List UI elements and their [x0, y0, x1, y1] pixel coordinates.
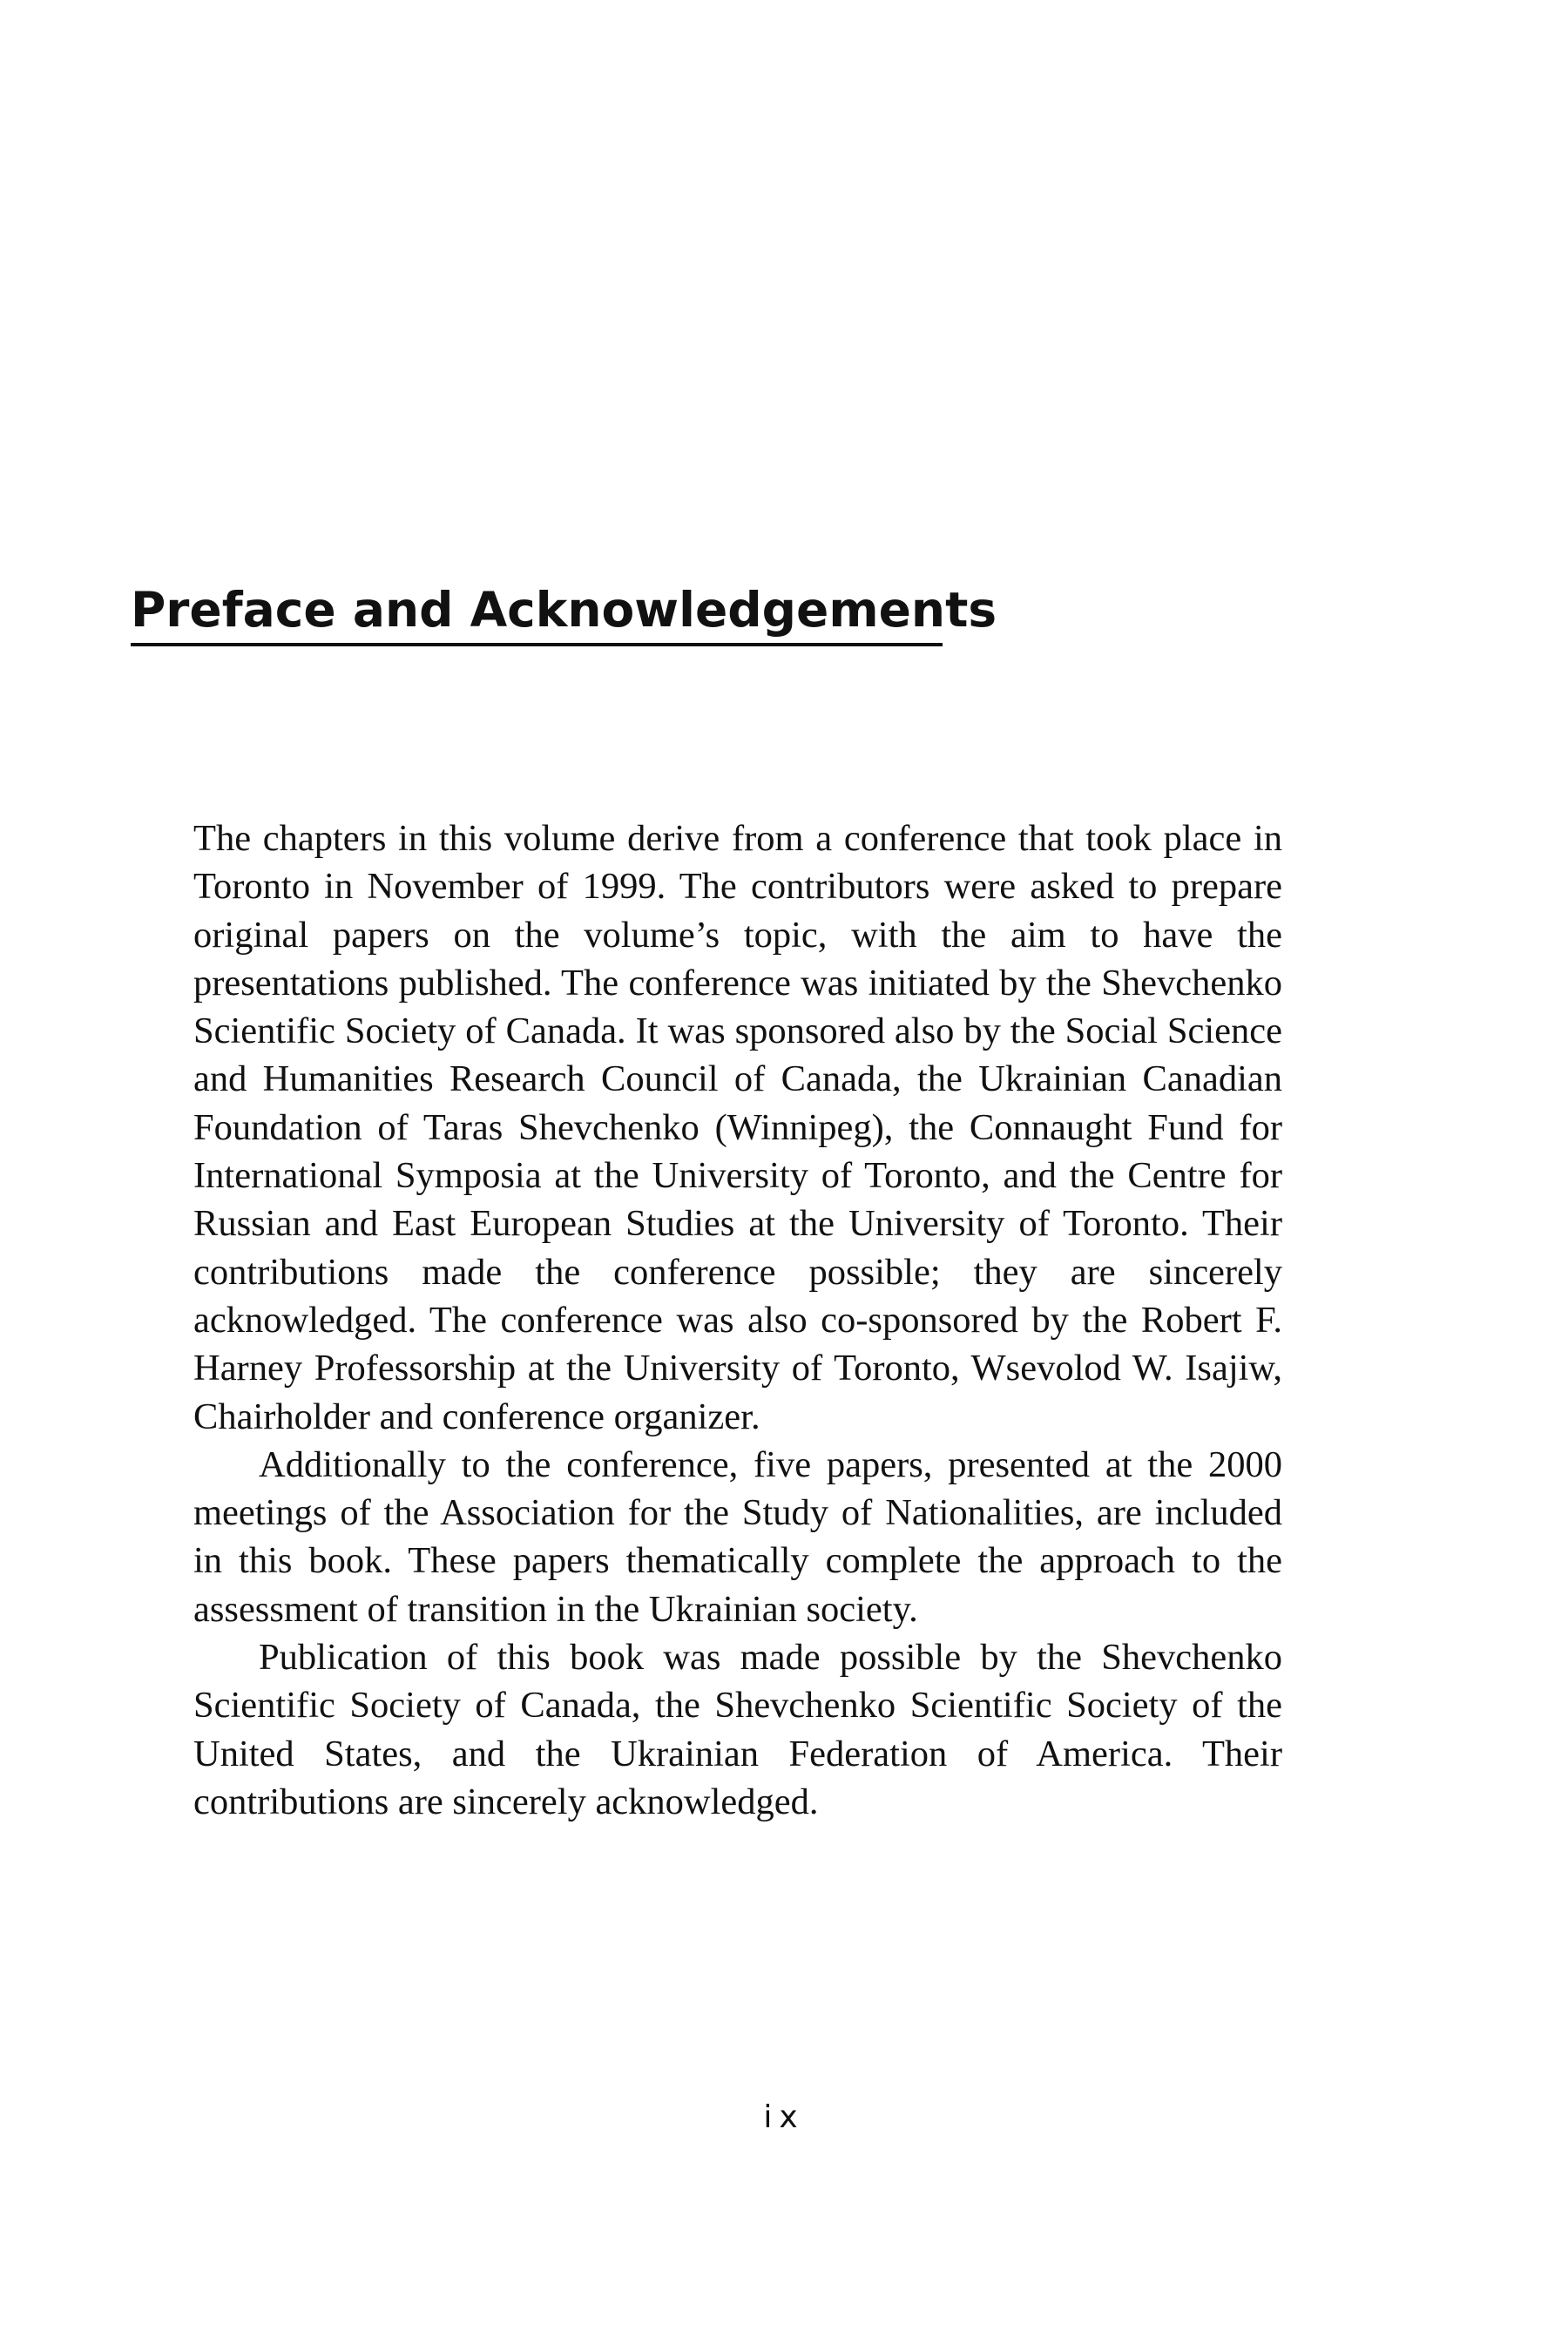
page-title: Preface and Acknowledgements	[131, 582, 997, 638]
page-number: ix	[763, 2099, 805, 2135]
title-underline	[131, 643, 943, 646]
paragraph-2: Additionally to the conference, five papers, presented at the 2000 meetings of the Association for the Study of Nationalities, are included in this book. These papers thematically complete the approach to the assessment of transition in the Ukrainian society.	[193, 1443, 1282, 1630]
paragraph-1: The chapters in this volume derive from a conference that took place in Toronto in November of 1999. The contributors were asked to prepare original papers on the volume’s topic, with the aim to have the presentations published. The conference was initiated by the Shevchenko Scientific Society of Canada. It was sponsored also by the Social Science and Humanities Research Council of Canada, the Ukrainian Canadian Foundation of Taras Shevchenko (Winnipeg), the Connaught Fund for International Symposia at the University of Toronto, and the Centre for Russian and East European Studies at the University of Toronto. Their contributions made the conference possible; they are sincerely acknowledged. The conference was also co-sponsored by the Robert F. Harney Professorship at the University of Toronto, Wsevolod W. Isajiw, Chairholder and conference organizer.	[193, 818, 1282, 1437]
paragraph-3: Publication of this book was made possible by the Shevchenko Scientific Society of Canada, the Shevchenko Scientific Society of the United States, and the Ukrainian Federation of America. Their contributions are sincerely acknowledged.	[193, 1637, 1282, 1822]
body-text	[193, 814, 1282, 1826]
